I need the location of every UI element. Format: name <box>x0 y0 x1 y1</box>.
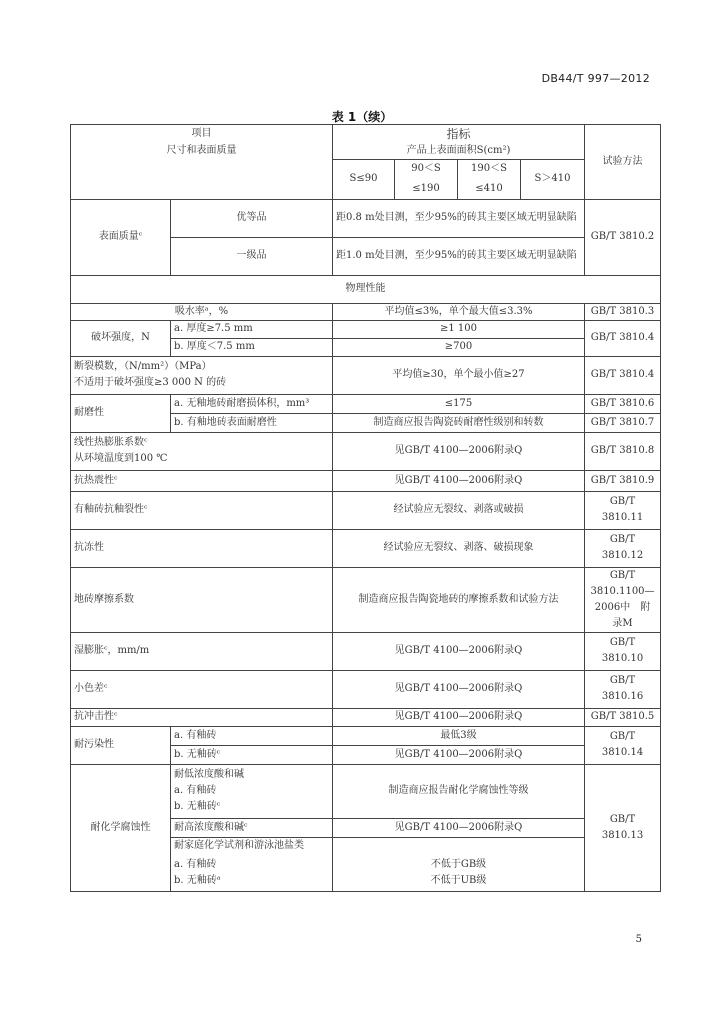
color-difference-method-line2: 3810.16 <box>601 691 644 702</box>
table-row <box>71 394 661 413</box>
chemical-low-title: 耐低浓度酸和碱 <box>174 769 244 780</box>
wear-a-method: GB/T 3810.6 <box>585 394 661 413</box>
breaking-strength-method: GB/T 3810.4 <box>585 320 661 356</box>
chemical-house-a: a. 有釉砖 <box>174 858 217 870</box>
stain-b: b. 无釉砖ᶜ <box>171 745 333 764</box>
table-row <box>71 491 661 529</box>
friction-method <box>585 567 661 632</box>
crazing-label: 有釉砖抗釉裂性ᶜ <box>71 491 333 529</box>
frost-requirement: 经试验应无裂纹、剥落、破损现象 <box>333 529 585 567</box>
breaking-strength-label: 破坏强度，N <box>71 320 171 356</box>
header-size-group: 尺寸和表面质量 <box>71 143 333 200</box>
table-row <box>71 303 661 320</box>
rupture-modulus-method: GB/T 3810.4 <box>585 356 661 394</box>
table-row <box>71 275 661 303</box>
color-difference-requirement: 见GB/T 4100—2006附录Q <box>333 670 585 708</box>
chemical-house-b: b. 无釉砖ᵃ <box>174 874 221 886</box>
stain-method <box>585 726 661 764</box>
breaking-strength-b-requirement: ≥700 <box>333 338 585 356</box>
frost-method-line1: GB/T <box>609 534 636 545</box>
chemical-method <box>585 764 661 891</box>
stain-label: 耐污染性 <box>71 726 171 764</box>
table-row <box>71 432 661 470</box>
chemical-household-grades <box>171 855 333 891</box>
moisture-expansion-method-line2: 3810.10 <box>601 653 644 664</box>
chemical-low-requirement: 制造商应报告耐化学腐蚀性等级 <box>333 764 585 818</box>
table-row <box>71 726 661 745</box>
table-row <box>71 670 661 708</box>
stain-method-line2: 3810.14 <box>601 747 644 758</box>
chemical-label: 耐化学腐蚀性 <box>71 764 171 891</box>
grade-first-requirement: 距1.0 m处目测，至少95%的砖其主要区域无明显缺陷 <box>333 237 585 275</box>
chemical-high-title: 耐高浓度酸和碱ᶜ <box>171 818 333 837</box>
chemical-house-a-requirement: 不低于GB级 <box>430 858 487 870</box>
moisture-expansion-method <box>585 632 661 670</box>
moisture-expansion-method-line1: GB/T <box>609 637 636 648</box>
document-code: DB44/T 997—2012 <box>541 72 650 85</box>
header-col-3b: ≤410 <box>458 179 521 199</box>
wear-b: b. 有釉地砖表面耐磨性 <box>171 413 333 432</box>
rupture-modulus-line2: 不适用于破坏强度≥3 000 N 的砖 <box>74 377 227 388</box>
grade-excellent: 优等品 <box>171 199 333 237</box>
thermal-expansion-line2: 从环境温度到100 ℃ <box>74 453 168 464</box>
friction-requirement: 制造商应报告陶瓷地砖的摩擦系数和试验方法 <box>333 567 585 632</box>
header-col-4: S＞410 <box>521 159 585 199</box>
crazing-method-line1: GB/T <box>609 496 636 507</box>
chemical-low-concentration <box>171 764 333 818</box>
wear-b-method: GB/T 3810.7 <box>585 413 661 432</box>
stain-b-requirement: 见GB/T 4100—2006附录Q <box>333 745 585 764</box>
breaking-strength-a: a. 厚度≥7.5 mm <box>171 320 333 338</box>
page-number: 5 <box>635 934 642 945</box>
impact-label: 抗冲击性ᶜ <box>71 708 333 726</box>
frost-method <box>585 529 661 567</box>
table-row <box>71 632 661 670</box>
crazing-method-line2: 3810.11 <box>601 512 644 523</box>
table-row <box>71 320 661 338</box>
thermal-shock-method: GB/T 3810.9 <box>585 470 661 491</box>
table-row <box>71 764 661 818</box>
stain-a-requirement: 最低3级 <box>333 726 585 745</box>
table-row <box>71 708 661 726</box>
rupture-modulus-line1: 断裂模数，（N/mm²）（MPa） <box>74 361 212 372</box>
table-row <box>71 470 661 491</box>
header-indicator: 指标 <box>333 125 585 143</box>
table-title: 表 1（续） <box>331 110 393 124</box>
header-col-2a: 90＜S <box>395 159 458 179</box>
moisture-expansion-requirement: 见GB/T 4100—2006附录Q <box>333 632 585 670</box>
chemical-house-b-requirement: 不低于UB级 <box>430 874 487 886</box>
absorption-requirement: 平均值≤3%，单个最大值≤3.3% <box>333 303 585 320</box>
thermal-expansion-label <box>71 432 333 470</box>
chemical-method-line2: 3810.13 <box>601 829 644 841</box>
header-col-1: S≤90 <box>333 159 395 199</box>
absorption-label: 吸水率ᵃ，% <box>71 303 333 320</box>
frost-method-line2: 3810.12 <box>601 550 644 561</box>
table-row <box>71 143 661 160</box>
surface-quality-method: GB/T 3810.2 <box>585 199 661 275</box>
surface-quality-label: 表面质量ᶜ <box>71 199 171 275</box>
table-row <box>71 199 661 237</box>
impact-method: GB/T 3810.5 <box>585 708 661 726</box>
chemical-household-title: 耐家庭化学试剂和游泳池盐类 <box>171 837 333 855</box>
color-difference-label: 小色差ᶜ <box>71 670 333 708</box>
header-col-2b: ≤190 <box>395 179 458 199</box>
table-row <box>71 567 661 632</box>
wear-a-requirement: ≤175 <box>333 394 585 413</box>
chemical-low-a: a. 有釉砖 <box>174 785 217 796</box>
wear-b-requirement: 制造商应报告陶瓷砖耐磨性级别和转数 <box>333 413 585 432</box>
wear-resistance-label: 耐磨性 <box>71 394 171 432</box>
grade-excellent-requirement: 距0.8 m处目测，至少95%的砖其主要区域无明显缺陷 <box>333 199 585 237</box>
chemical-method-line1: GB/T <box>609 813 636 825</box>
rupture-modulus-requirement: 平均值≥30，单个最小值≥27 <box>333 356 585 394</box>
thermal-shock-requirement: 见GB/T 4100—2006附录Q <box>333 470 585 491</box>
color-difference-method <box>585 670 661 708</box>
chemical-household-requirements <box>333 855 585 891</box>
properties-table <box>70 124 661 892</box>
table-row <box>71 125 661 143</box>
table-row <box>71 356 661 394</box>
friction-method-line2: 2006中 附 <box>594 601 651 613</box>
header-area-label: 产品上表面面积S(cm²) <box>333 143 585 160</box>
physical-section-title: 物理性能 <box>71 275 661 303</box>
thermal-expansion-line1: 线性热膨胀系数ᶜ <box>74 437 148 448</box>
friction-method-line3: 录M <box>612 617 633 629</box>
table-row <box>71 529 661 567</box>
chemical-high-requirement: 见GB/T 4100—2006附录Q <box>333 818 585 837</box>
thermal-shock-label: 抗热震性ᶜ <box>71 470 333 491</box>
frost-label: 抗冻性 <box>71 529 333 567</box>
friction-label: 地砖摩擦系数 <box>71 567 333 632</box>
absorption-method: GB/T 3810.3 <box>585 303 661 320</box>
thermal-expansion-requirement: 见GB/T 4100—2006附录Q <box>333 432 585 470</box>
crazing-requirement: 经试验应无裂纹、剥落或破损 <box>333 491 585 529</box>
grade-first: 一级品 <box>171 237 333 275</box>
breaking-strength-b: b. 厚度＜7.5 mm <box>171 338 333 356</box>
moisture-expansion-label: 湿膨胀ᶜ，mm/m <box>71 632 333 670</box>
breaking-strength-a-requirement: ≥1 100 <box>333 320 585 338</box>
impact-requirement: 见GB/T 4100—2006附录Q <box>333 708 585 726</box>
crazing-method <box>585 491 661 529</box>
header-item: 项目 <box>71 125 333 143</box>
chemical-household-blank <box>333 837 585 855</box>
header-col-3a: 190＜S <box>458 159 521 179</box>
friction-method-line1: GB/T 3810.1100— <box>590 569 655 597</box>
header-method: 试验方法 <box>585 125 661 200</box>
rupture-modulus-label <box>71 356 333 394</box>
thermal-expansion-method: GB/T 3810.8 <box>585 432 661 470</box>
color-difference-method-line1: GB/T <box>609 675 636 686</box>
stain-method-line1: GB/T <box>609 731 636 742</box>
wear-a: a. 无釉地砖耐磨损体积，mm³ <box>171 394 333 413</box>
stain-a: a. 有釉砖 <box>171 726 333 745</box>
chemical-low-b: b. 无釉砖ᶜ <box>174 801 221 812</box>
